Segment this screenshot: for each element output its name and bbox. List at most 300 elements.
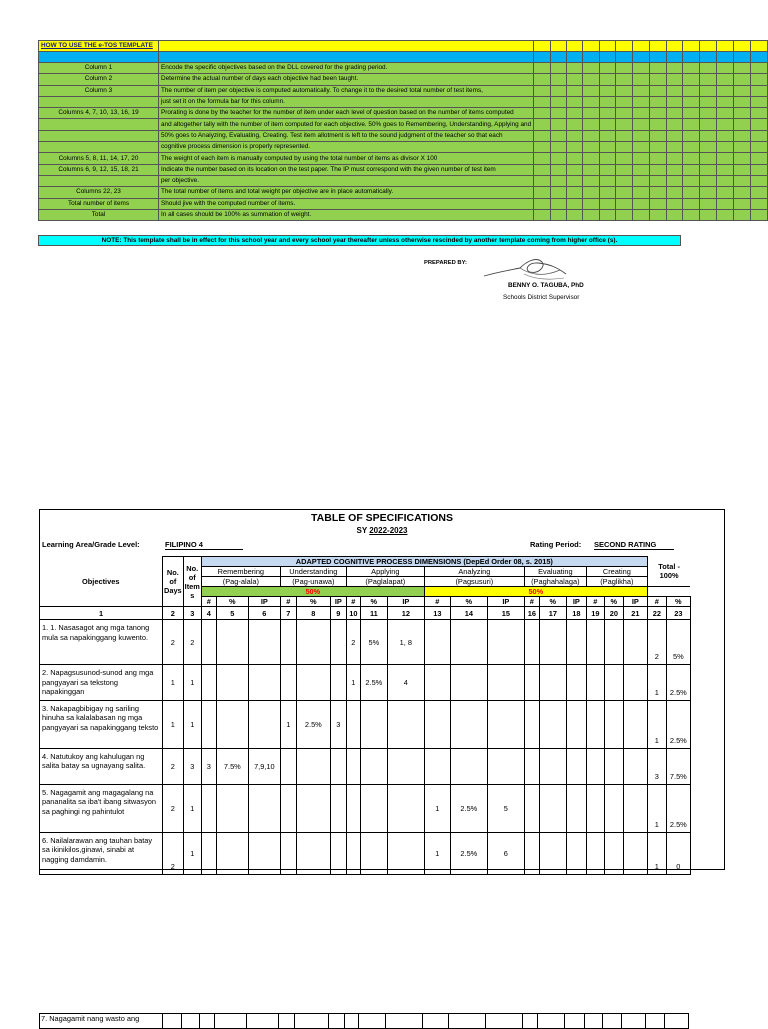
howto-empty-cell (700, 209, 717, 220)
column-number: 9 (330, 607, 346, 620)
howto-empty-cell (551, 130, 567, 141)
howto-empty-cell (683, 187, 700, 198)
sub-analyzing: (Pagsusuri) (424, 577, 524, 587)
tos-table (39, 556, 691, 875)
howto-empty-cell (649, 153, 666, 164)
howto-row (39, 74, 768, 85)
dimension-cell: 6 (487, 832, 524, 874)
dimension-cell (604, 665, 623, 701)
empty-cell (665, 1014, 689, 1029)
days-cell: 1 (163, 700, 184, 748)
objective-cell: 2. Napagsusunod-sunod ang mga pangyayari sa tekstong napakinggan (40, 665, 163, 701)
howto-empty-cell (734, 85, 751, 96)
dimension-cell (296, 620, 330, 665)
howto-empty-cell (566, 153, 583, 164)
howto-empty-cell (666, 96, 683, 107)
percent-header: % (296, 597, 330, 607)
total-items-cell: 1 (647, 700, 666, 748)
howto-empty-cell (734, 209, 751, 220)
howto-description: The weight of each item is manually computed by using the total number of items as divisor X 100 (158, 153, 533, 164)
items-cell: 1 (183, 784, 201, 832)
howto-empty-cell (666, 85, 683, 96)
items-cell: 2 (183, 620, 201, 665)
howto-empty-cell (599, 164, 616, 175)
howto-empty-cell (551, 142, 567, 153)
dimension-cell (586, 665, 604, 701)
howto-empty-cell (700, 96, 717, 107)
dimension-cell (524, 748, 539, 784)
dimension-cell (623, 700, 647, 748)
dimension-cell (360, 700, 387, 748)
howto-empty-cell (734, 63, 751, 74)
howto-empty-cell (717, 175, 734, 186)
dimension-cell: 1 (424, 832, 450, 874)
howto-empty-cell (717, 63, 734, 74)
empty-cell (523, 1014, 538, 1029)
column-number: 14 (450, 607, 487, 620)
howto-description: Should jive with the computed number of items. (158, 198, 533, 209)
howto-empty-cell (599, 153, 616, 164)
learning-area-label: Learning Area/Grade Level: (42, 540, 140, 549)
dimension-cell (280, 832, 296, 874)
dimension-cell (360, 832, 387, 874)
howto-empty-cell (666, 209, 683, 220)
howto-empty-cell (666, 63, 683, 74)
howto-empty-cell (566, 142, 583, 153)
dimension-cell (604, 748, 623, 784)
howto-empty-cell (632, 175, 649, 186)
howto-empty-cell (534, 187, 551, 198)
dimension-cell: 1 (280, 700, 296, 748)
howto-empty-cell (649, 119, 666, 130)
column-number-row (40, 607, 691, 620)
howto-empty-cell (551, 209, 567, 220)
days-cell: 1 (163, 665, 184, 701)
howto-empty-cell (583, 85, 600, 96)
ip-header: IP (566, 597, 586, 607)
howto-empty-cell (616, 198, 633, 209)
sub-understanding: (Pag-unawa) (280, 577, 346, 587)
howto-empty-cell (632, 108, 649, 119)
dimension-cell (387, 748, 424, 784)
howto-empty-cell (751, 187, 768, 198)
dimension-cell (604, 832, 623, 874)
howto-empty-cell (599, 142, 616, 153)
howto-empty-cell (632, 164, 649, 175)
percent-header: % (604, 597, 623, 607)
column-number: 13 (424, 607, 450, 620)
dimension-cell (524, 700, 539, 748)
dimension-cell (586, 832, 604, 874)
dimension-cell: 3 (330, 700, 346, 748)
howto-column-name: Columns 6, 9, 12, 15, 18, 21 (39, 164, 159, 175)
howto-empty-cell (734, 198, 751, 209)
dimension-cell (330, 665, 346, 701)
ip-header: IP (330, 597, 346, 607)
items-header: No. of Item s (183, 557, 201, 607)
days-cell: 2 (163, 784, 184, 832)
howto-empty-cell (751, 142, 768, 153)
howto-empty-cell (717, 96, 734, 107)
howto-empty-cell (700, 198, 717, 209)
dimension-cell: 7.5% (216, 748, 248, 784)
hash-header: # (424, 597, 450, 607)
howto-row (39, 175, 768, 186)
objective-cell: 6. Nailalarawan ang tauhan batay sa ikinikilos,ginawi, sinabi at nagging damdamin. (40, 832, 163, 874)
howto-empty-cell (649, 74, 666, 85)
percent-header: % (539, 597, 566, 607)
dimension-cell (524, 665, 539, 701)
dimension-cell (248, 832, 280, 874)
pct-right-band: 50% (424, 587, 647, 597)
howto-row (39, 142, 768, 153)
dimension-cell (201, 700, 216, 748)
howto-empty-cell (751, 119, 768, 130)
howto-empty-cell (599, 119, 616, 130)
dimension-cell (487, 665, 524, 701)
total-spacer (647, 587, 690, 597)
dim-understanding: Understanding (280, 567, 346, 577)
howto-empty-cell (583, 63, 600, 74)
dimension-cell (623, 748, 647, 784)
howto-row (39, 63, 768, 74)
dimension-cell (424, 748, 450, 784)
signature-image (480, 254, 570, 284)
column-number: 20 (604, 607, 623, 620)
empty-cell (423, 1014, 449, 1029)
howto-empty-cell (751, 130, 768, 141)
howto-empty-cell (551, 74, 567, 85)
howto-empty-cell (551, 119, 567, 130)
howto-empty-cell (616, 63, 633, 74)
items-cell: 1 (183, 700, 201, 748)
howto-empty-cell (683, 74, 700, 85)
howto-empty-cell (551, 153, 567, 164)
dimension-cell: 5% (360, 620, 387, 665)
total-hash-header: # (647, 597, 666, 607)
howto-empty-cell (734, 96, 751, 107)
empty-cell (603, 1014, 622, 1029)
howto-empty-cell (616, 108, 633, 119)
howto-column-name: Columns 4, 7, 10, 13, 16, 19 (39, 108, 159, 119)
total-header: Total - 100% (647, 557, 690, 587)
howto-empty-cell (734, 74, 751, 85)
dimension-cell (539, 620, 566, 665)
howto-row (39, 119, 768, 130)
dimension-cell (539, 748, 566, 784)
howto-empty-cell (734, 187, 751, 198)
total-weight-cell: 0 (666, 832, 690, 874)
howto-empty-cell (683, 142, 700, 153)
howto-empty-cell (717, 74, 734, 85)
dimension-cell: 1 (424, 784, 450, 832)
howto-empty-cell (616, 74, 633, 85)
howto-empty-cell (666, 187, 683, 198)
howto-empty-cell (599, 209, 616, 220)
howto-empty-cell (566, 187, 583, 198)
dimension-cell (296, 784, 330, 832)
dimension-cell (387, 700, 424, 748)
howto-column-name (39, 119, 159, 130)
next-page-table (39, 1013, 689, 1029)
howto-empty-cell (551, 175, 567, 186)
dimension-cell (450, 748, 487, 784)
howto-column-name (39, 130, 159, 141)
howto-empty-cell (632, 153, 649, 164)
dimension-cell (216, 620, 248, 665)
howto-empty-cell (534, 175, 551, 186)
howto-empty-cell (599, 187, 616, 198)
howto-empty-cell (666, 164, 683, 175)
howto-header (39, 41, 159, 52)
howto-column-name: Column 2 (39, 74, 159, 85)
rating-period-value: SECOND RATING (594, 540, 674, 550)
dim-remembering: Remembering (201, 567, 280, 577)
howto-empty-cell (700, 108, 717, 119)
column-number: 16 (524, 607, 539, 620)
howto-empty-cell (666, 153, 683, 164)
items-cell: 1 (183, 665, 201, 701)
howto-empty-cell (632, 74, 649, 85)
howto-empty-cell (751, 85, 768, 96)
howto-empty-cell (616, 209, 633, 220)
ip-header: IP (248, 597, 280, 607)
dimension-cell (296, 832, 330, 874)
column-number: 10 (346, 607, 360, 620)
dimension-cell (346, 700, 360, 748)
dimension-cell (539, 832, 566, 874)
dimension-cell (280, 748, 296, 784)
howto-empty-cell (583, 153, 600, 164)
dimension-cell (424, 665, 450, 701)
howto-empty-cell (717, 187, 734, 198)
dimension-cell (360, 784, 387, 832)
howto-description: and altogether tally with the number of item computed for each objective. 50% goes to Remembering, Understanding, Applying and (158, 119, 533, 130)
dim-analyzing: Analyzing (424, 567, 524, 577)
empty-cell (295, 1014, 329, 1029)
howto-empty-cell (717, 209, 734, 220)
table-row (40, 784, 691, 832)
dimension-cell (586, 784, 604, 832)
howto-empty-cell (649, 175, 666, 186)
howto-column-name (39, 175, 159, 186)
dimension-cell (360, 748, 387, 784)
howto-empty-cell (566, 175, 583, 186)
dimension-cell (524, 784, 539, 832)
dimension-cell (216, 665, 248, 701)
dimension-cell (623, 784, 647, 832)
dimension-cell (387, 784, 424, 832)
dimension-cell (524, 832, 539, 874)
hash-header: # (280, 597, 296, 607)
howto-empty-cell (666, 198, 683, 209)
howto-empty-cell (649, 142, 666, 153)
howto-empty-cell (717, 164, 734, 175)
howto-empty-cell (700, 130, 717, 141)
howto-empty-cell (649, 130, 666, 141)
howto-empty-cell (666, 74, 683, 85)
objective-cell: 4. Natutukoy ang kahulugan ng salita batay sa ugnayang salita. (40, 748, 163, 784)
howto-row (39, 164, 768, 175)
dimension-cell (248, 700, 280, 748)
howto-empty-cell (551, 164, 567, 175)
howto-empty-cell (599, 108, 616, 119)
howto-empty-cell (751, 175, 768, 186)
howto-row (39, 209, 768, 220)
howto-empty-cell (551, 187, 567, 198)
howto-empty-cell (551, 63, 567, 74)
howto-empty-cell (616, 85, 633, 96)
howto-empty-cell (649, 187, 666, 198)
howto-empty-cell (751, 96, 768, 107)
dimension-cell (604, 784, 623, 832)
howto-empty-cell (534, 198, 551, 209)
howto-empty-cell (683, 164, 700, 175)
empty-cell (247, 1014, 279, 1029)
howto-empty-cell (616, 164, 633, 175)
column-number: 2 (163, 607, 184, 620)
empty-cell (386, 1014, 423, 1029)
dimension-cell (623, 832, 647, 874)
column-number: 8 (296, 607, 330, 620)
dimension-cell (539, 700, 566, 748)
items-cell: 3 (183, 748, 201, 784)
howto-column-name: Column 3 (39, 85, 159, 96)
howto-empty-cell (599, 175, 616, 186)
tos-header-row-1 (40, 557, 691, 567)
howto-description: 50% goes to Analyzing, Evaluating, Creating. Test item allotment is left to the sound judgment of the teacher so that each (158, 130, 533, 141)
school-year (39, 526, 725, 535)
howto-empty-cell (632, 130, 649, 141)
dimension-cell: 4 (387, 665, 424, 701)
howto-empty-cell (583, 119, 600, 130)
table-row (40, 700, 691, 748)
howto-description: per objective. (158, 175, 533, 186)
howto-empty-cell (566, 108, 583, 119)
tos-title: TABLE OF SPECIFICATIONS (311, 512, 453, 524)
column-number: 4 (201, 607, 216, 620)
howto-empty-cell (734, 108, 751, 119)
howto-empty-cell (683, 85, 700, 96)
dimension-cell (566, 832, 586, 874)
howto-empty-cell (583, 74, 600, 85)
sub-creating: (Paglikha) (586, 577, 647, 587)
howto-row (39, 198, 768, 209)
total-weight-cell: 5% (666, 620, 690, 665)
dimension-cell (586, 700, 604, 748)
howto-empty-cell (566, 209, 583, 220)
table-row (40, 748, 691, 784)
howto-row (39, 85, 768, 96)
howto-header-text: HOW TO USE THE e-TOS TEMPLATE (41, 42, 153, 49)
howto-empty-cell (632, 63, 649, 74)
dimension-cell (450, 620, 487, 665)
empty-cell (585, 1014, 603, 1029)
dimension-cell (566, 700, 586, 748)
howto-empty-cell (717, 119, 734, 130)
signatory-title: Schools District Supervisor (503, 294, 580, 301)
hash-header: # (201, 597, 216, 607)
dimension-cell (296, 748, 330, 784)
howto-empty-cell (649, 96, 666, 107)
ip-header: IP (487, 597, 524, 607)
hash-header: # (346, 597, 360, 607)
howto-empty-cell (649, 85, 666, 96)
empty-cell (279, 1014, 295, 1029)
howto-empty-cell (717, 142, 734, 153)
dimension-cell (586, 620, 604, 665)
objective-cell: 5. Nagagamit ang magagalang na pananalita sa iba't ibang sitwasyon sa paghingi ng pahintulot (40, 784, 163, 832)
howto-empty-cell (616, 153, 633, 164)
table-row (40, 1014, 689, 1029)
howto-row (39, 130, 768, 141)
empty-cell (345, 1014, 359, 1029)
howto-empty-cell (534, 153, 551, 164)
total-items-cell: 1 (647, 832, 666, 874)
howto-description: Prorating is done by the teacher for the number of item under each level of question based on the number of items computed (158, 108, 533, 119)
howto-empty-cell (566, 119, 583, 130)
howto-empty-cell (683, 153, 700, 164)
table-row (40, 832, 691, 874)
howto-empty-cell (551, 198, 567, 209)
empty-cell (646, 1014, 665, 1029)
dimension-cell (201, 665, 216, 701)
column-number: 23 (666, 607, 690, 620)
howto-description: Encode the specific objectives based on the DLL covered for the grading period. (158, 63, 533, 74)
dimension-cell: 7,9,10 (248, 748, 280, 784)
howto-description: cognitive process dimension is properly represented. (158, 142, 533, 153)
dimension-cell (201, 784, 216, 832)
howto-empty-cell (649, 209, 666, 220)
column-number: 22 (647, 607, 666, 620)
days-cell: 2 (163, 832, 184, 874)
dimension-cell (248, 620, 280, 665)
sub-applying: (Paglalapat) (346, 577, 424, 587)
howto-empty-cell (700, 74, 717, 85)
dimension-cell (450, 700, 487, 748)
dimension-cell (216, 784, 248, 832)
prepared-by-label: PREPARED BY: (424, 260, 467, 266)
empty-cell (359, 1014, 386, 1029)
howto-empty-cell (583, 130, 600, 141)
dim-evaluating: Evaluating (524, 567, 586, 577)
objective-cell: 7. Nagagamit nang wasto ang (40, 1014, 163, 1029)
total-percent-header: % (666, 597, 690, 607)
column-number: 19 (586, 607, 604, 620)
dimension-cell (248, 784, 280, 832)
dimension-cell (296, 665, 330, 701)
howto-empty-cell (649, 108, 666, 119)
column-number: 3 (183, 607, 201, 620)
howto-empty-cell (583, 209, 600, 220)
howto-empty-cell (566, 63, 583, 74)
howto-empty-cell (700, 164, 717, 175)
howto-empty-cell (534, 119, 551, 130)
howto-empty-cell (683, 96, 700, 107)
column-number: 11 (360, 607, 387, 620)
howto-empty-cell (534, 85, 551, 96)
howto-empty-cell (566, 130, 583, 141)
howto-column-name: Total number of items (39, 198, 159, 209)
empty-cell (200, 1014, 215, 1029)
total-weight-cell: 2.5% (666, 665, 690, 701)
howto-empty-cell (583, 96, 600, 107)
howto-empty-cell (683, 175, 700, 186)
howto-empty-cell (649, 164, 666, 175)
howto-empty-cell (566, 74, 583, 85)
percent-header: % (450, 597, 487, 607)
howto-empty-cell (683, 108, 700, 119)
